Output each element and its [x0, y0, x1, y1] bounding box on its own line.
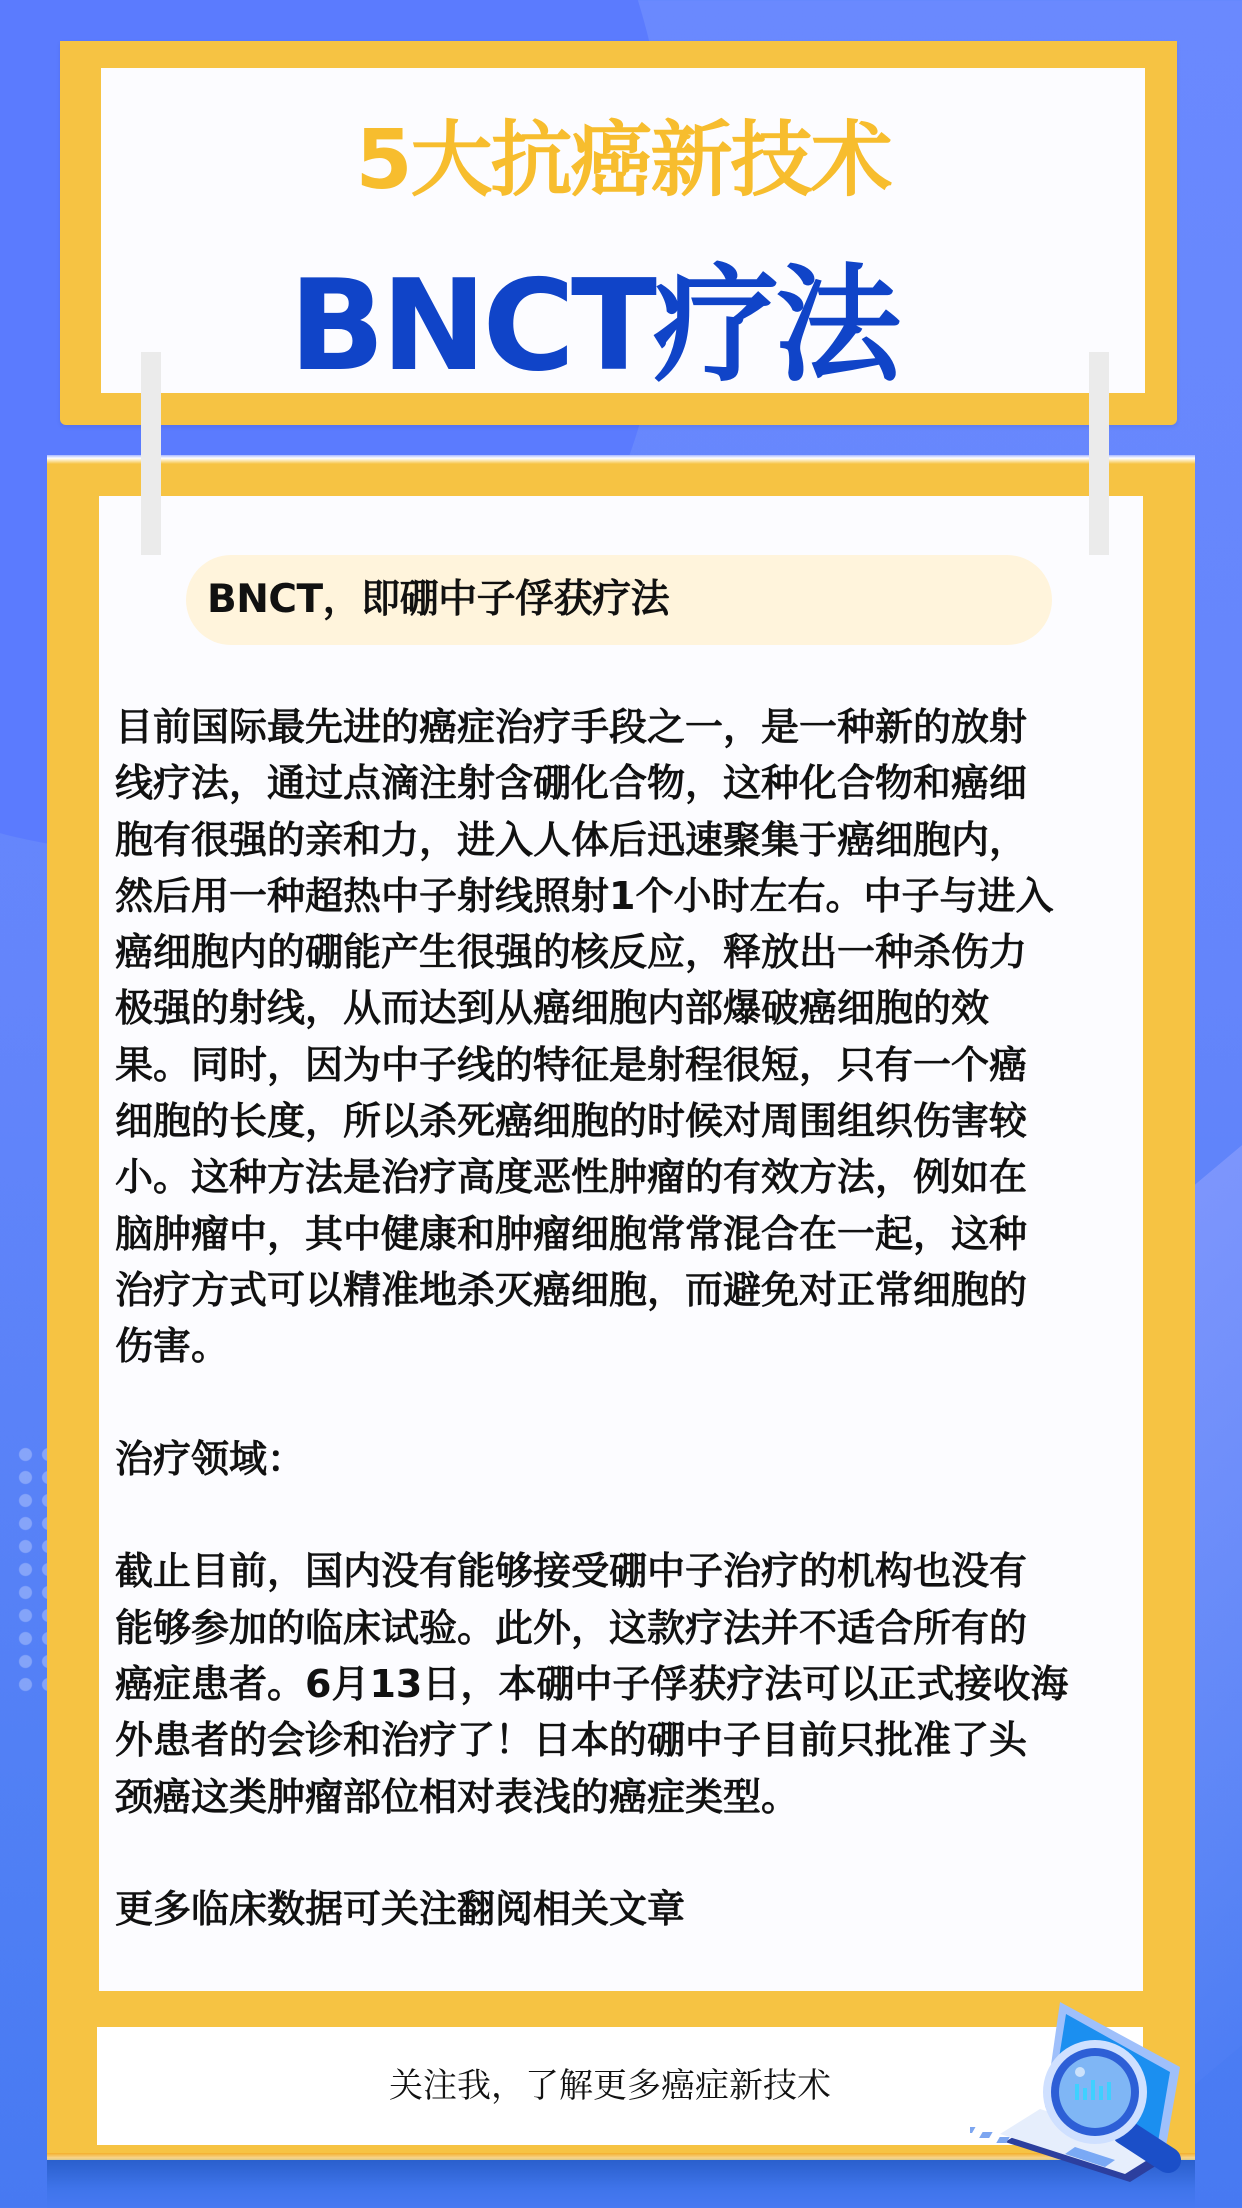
paragraph-line: 极强的射线，从而达到从癌细胞内部爆破癌细胞的效	[115, 986, 990, 1031]
paragraph-line: 目前国际最先进的癌症治疗手段之一，是一种新的放射	[115, 705, 1028, 749]
content-panel	[99, 496, 1143, 1991]
title-card-inner	[101, 68, 1145, 399]
paragraph-line: 能够参加的临床试验。此外，这款疗法并不适合所有的	[115, 1605, 1028, 1650]
card-top-edge	[47, 455, 1195, 464]
blank-line	[115, 1487, 1135, 1543]
paragraph-line: 线疗法，通过点滴注射含硼化合物，这种化合物和癌细	[115, 761, 1028, 806]
paragraph-line: 然后用一种超热中子射线照射1个小时左右。中子与进入	[115, 873, 1054, 918]
paragraph-line: 颈癌这类肿瘤部位相对表浅的癌症类型。	[115, 1774, 800, 1819]
page-title: BNCT疗法	[289, 252, 897, 399]
paragraph-line: 小。这种方法是治疗高度恶性肿瘤的有效方法，例如在	[115, 1155, 1028, 1200]
paragraph-line: 脑肿瘤中，其中健康和肿瘤细胞常常混合在一起，这种	[115, 1211, 1028, 1256]
right-pole-decoration	[1089, 352, 1109, 555]
laptop-magnifier-icon	[970, 1972, 1200, 2197]
paragraph-line: 果。同时，因为中子线的特征是射程很短，只有一个癌	[115, 1042, 1028, 1087]
paragraph-line: 胞有很强的亲和力，进入人体后迅速聚集于癌细胞内，	[115, 817, 1028, 862]
paragraph-line: 伤害。	[115, 1324, 230, 1369]
left-pole-decoration	[141, 352, 161, 555]
title-card	[60, 41, 1177, 425]
paragraph-line: 癌症患者。6月13日，本硼中子俘获疗法可以正式接收海	[115, 1662, 1069, 1707]
content-card	[47, 455, 1195, 2161]
subheading-treatment-areas: 治疗领域：	[115, 1436, 306, 1481]
section-heading-pill	[186, 555, 1052, 645]
paragraph-line: 细胞的长度，所以杀死癌细胞的时候对周围组织伤害较	[115, 1099, 1028, 1144]
footer-text: 关注我，了解更多癌症新技术	[389, 2066, 831, 2106]
paragraph-line: 治疗方式可以精准地杀灭癌细胞，而避免对正常细胞的	[115, 1267, 1028, 1312]
blank-line	[115, 1825, 1135, 1881]
blank-line	[115, 1375, 1135, 1431]
paragraph-line: 癌细胞内的硼能产生很强的核反应，释放出一种杀伤力	[115, 930, 1028, 975]
article-body	[115, 699, 1135, 1938]
paragraph-line: 外患者的会诊和治疗了！日本的硼中子目前只批准了头	[115, 1718, 1028, 1763]
paragraph-line: 截止目前，国内没有能够接受硼中子治疗的机构也没有	[115, 1549, 1028, 1594]
closing-line: 更多临床数据可关注翻阅相关文章	[115, 1887, 686, 1932]
section-heading: BNCT，即硼中子俘获疗法	[207, 577, 670, 622]
page-subtitle: 5大抗癌新技术	[355, 113, 891, 208]
